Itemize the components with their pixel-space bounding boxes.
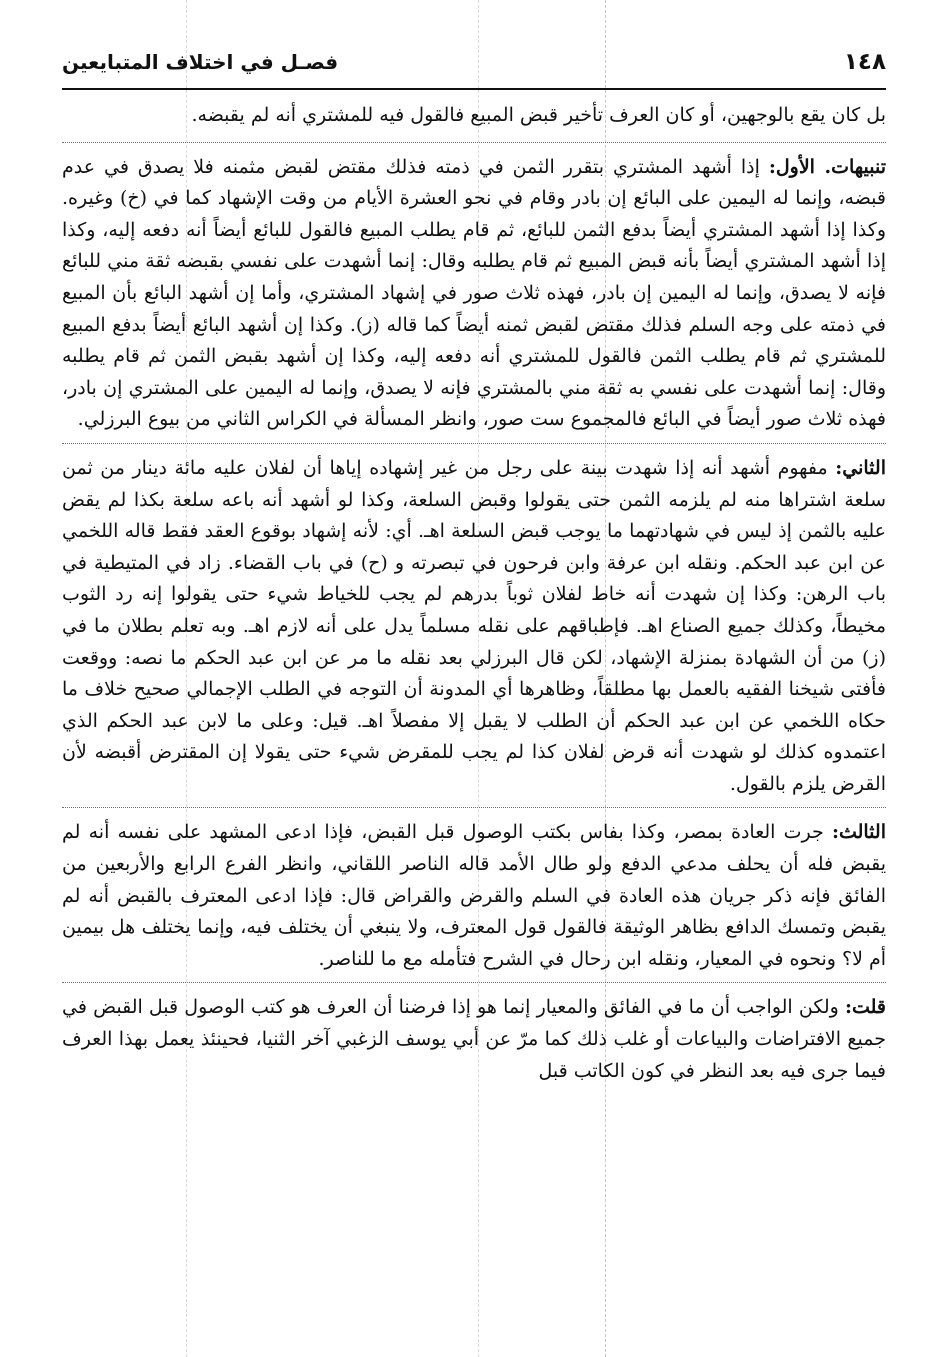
paragraph-continuation (62, 100, 886, 132)
page-number: ١٤٨ (843, 49, 886, 75)
section-separator (62, 142, 886, 143)
header-rule (62, 88, 886, 90)
paragraph-text: بل كان يقع بالوجهين، أو كان العرف تأخير قبض المبيع فالقول فيه للمشتري أنه لم يقبضه. (191, 104, 886, 126)
section-separator (62, 807, 886, 808)
paragraph-lead: قلت: (844, 996, 886, 1019)
paragraph-text: مفهوم أشهد أنه إذا شهدت بينة على رجل من غير إشهاده إياها أن لفلان عليه مائة دينار من ثمن سلعة اشتراها منه لم يلزمه الثمن حتى يقولوا وقبض السلعة، وكذا لو أشهد أنه باعه سلعة بكذا لم يقض عليه بالثمن إذ ليس في شهادتهما ما يوجب قبض السلعة اهـ. أي: لأنه إشهاد بوقوع العقد فقط قاله اللخمي عن ابن عبد الحكم. ونقله ابن عرفة وابن فرحون في تبصرته و (ح) في باب القضاء. زاد في المتيطية في باب الرهن: وكذا إن شهدت أنه خاط لفلان ثوباً بدرهم لم يجب للخياط شيء حتى يقولوا إنه رد الثوب مخيطاً، وكذلك جميع الصناع اهـ. فإطباقهم على نقله مسلماً يدل على أنه لازم اهـ. وبه تعلم بطلان ما في (ز) من أن الشهادة بمنزلة الإشهاد، لكن قال البرزلي بعد نقله ما مر عن ابن عبد الحكم ما نصه: ووقعت فأفتى شيخنا الفقيه بالعمل بها مطلقاً، وظاهرها أي المدونة أن التوجه في الطلب الإجمالي صحيح خلاف ما حكاه اللخمي عن ابن عبد الحكم أن الطلب لا يقبل إلا مفصلاً اهـ. قيل: وعلى ما لابن عبد الحكم الذي اعتمدوه كذلك لو شهدت أنه قرض لفلان كذا لم يجب للمقرض شيء حتى يقولا إن المقترض أقبضه لأن القرض يلزم بالقول. (62, 456, 886, 795)
paragraph-lead: الثالث: (831, 821, 886, 844)
page-body (62, 100, 886, 1337)
running-header (62, 42, 886, 82)
paragraph-lead: الثاني: (835, 456, 886, 479)
section-separator (62, 982, 886, 983)
paragraph-notes-first (62, 152, 886, 436)
paragraph-lead: تنبيهات. الأول: (768, 155, 886, 178)
paragraph-text: إذا أشهد المشتري بتقرر الثمن في ذمته فذلك مقتض لقبض مثمنه فلا يصدق في عدم قبضه، وإنما له اليمين على البائع إن بادر وقام في نحو العشرة الأيام من وقت الإشهاد كما في (خ) وغيره. وكذا إذا أشهد المشتري أيضاً بدفع الثمن للبائع، ثم قام يطلب المبيع فالقول للبائع أيضاً أنه دفعه إليه، وكذا إذا أشهد المشتري أيضاً بأنه قبض المبيع ثم قام يطلبه وقال: إنما أشهدت على نفسي بقبضه ثقة مني للبائع فإنه لا يصدق، وإنما له اليمين إن بادر، فهذه ثلاث صور في إشهاد المشتري، وأما إن أشهد البائع بأن المبيع في ذمته على وجه السلم فذلك مقتض لقبض ثمنه أيضاً كما قاله (ز). وكذا إن أشهد البائع أيضاً بدفع المبيع للمشتري ثم قام يطلب الثمن فالقول للمشتري أنه دفعه إليه، وكذا إن أشهد بقبض الثمن ثم قام يطلبه وقال: إنما أشهدت على نفسي به ثقة مني بالمشتري فإنه لا يصدق، وإنما له اليمين على المشتري إن بادر، فهذه ثلاث صور أيضاً في البائع فالمجموع ست صور، وانظر المسألة في الكراس الثاني من بيوع البرزلي. (62, 155, 886, 431)
paragraph-text: جرت العادة بمصر، وكذا بفاس بكتب الوصول قبل القبض، فإذا ادعى المشهد على نفسه أنه لم يقبض فله أن يحلف مدعي الدفع ولو طال الأمد قاله الناصر اللقاني، وانظر الفرع الرابع والأربعين من الفائق فإنه ذكر جريان هذه العادة في السلم والقرض والقراض قال: فإذا ادعى المعترف بالقبض أنه لم يقبض وتمسك الدافع بظاهر الوثيقة فالقول قول المعترف، ولا ينبغي أن يختلف فيه، وإنما يختلف هل بيمين أم لا؟ ونحوه في المعيار، ونقله ابن رحال في الشرح فتأمله مع ما للناصر. (62, 821, 886, 970)
paragraph-second (62, 453, 886, 801)
chapter-title: فصـل في اختلاف المتبايعين (62, 50, 339, 74)
paragraph-text: ولكن الواجب أن ما في الفائق والمعيار إنما هو إذا فرضنا أن العرف هو كتب الوصول قبل القبض في جميع الافتراضات والبياعات أو غلب ذلك كما مرّ عن أبي يوسف الزغبي آخر الثنيا، فحينئذ يعمل بهذا العرف فيما جرى فيه بعد النظر في كون الكاتب قبل (62, 996, 886, 1082)
paragraph-qultu (62, 992, 886, 1087)
section-separator (62, 443, 886, 444)
paragraph-third (62, 817, 886, 975)
